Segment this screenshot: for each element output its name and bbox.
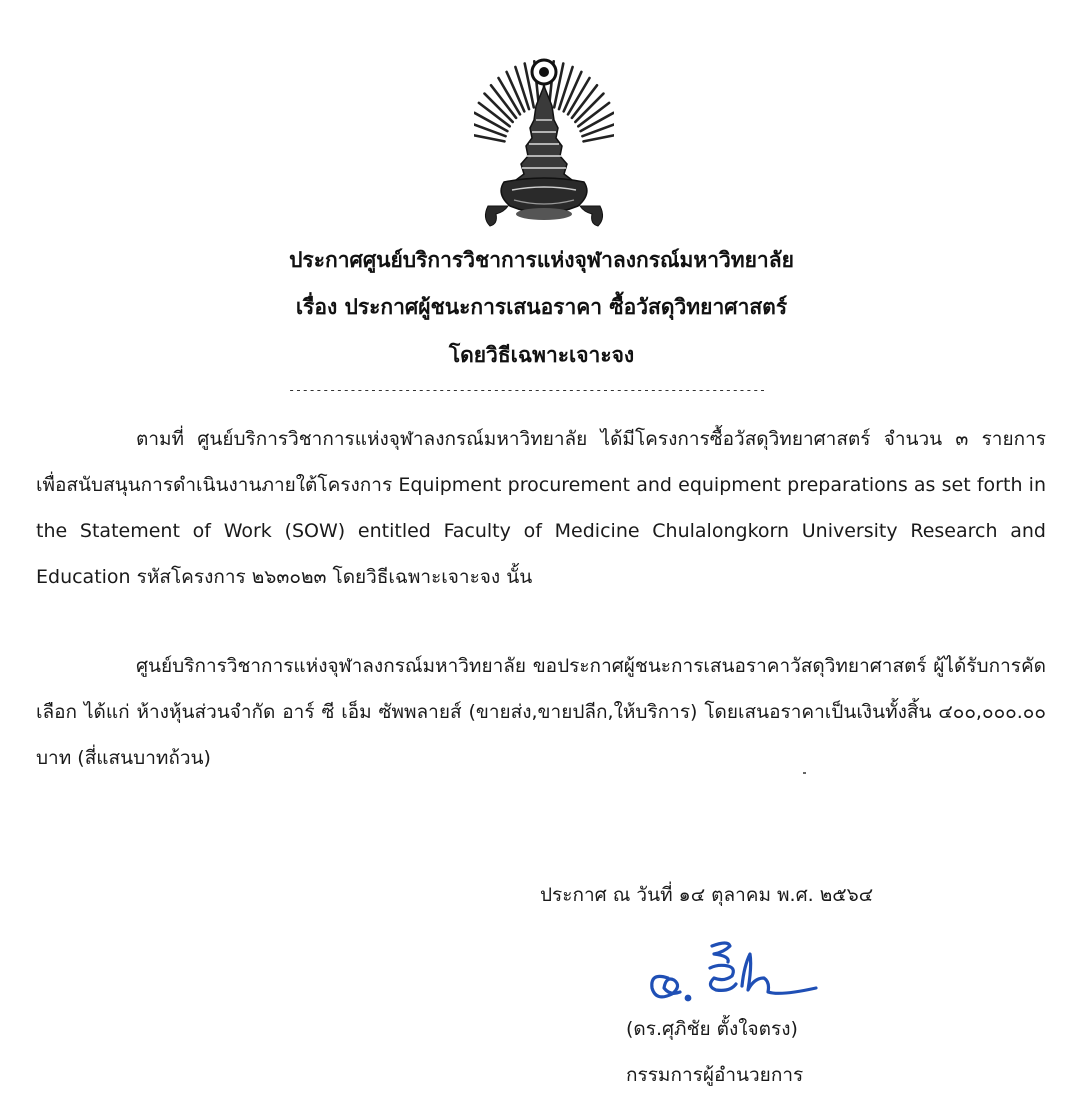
announcement-paragraph-2: [36, 643, 1046, 781]
signer-title: กรรมการผู้อำนวยการ: [626, 1064, 804, 1086]
handwritten-signature: [640, 936, 830, 1008]
document-method: โดยวิธีเฉพาะเจาะจง: [448, 343, 635, 367]
announcement-date: ประกาศ ณ วันที่ ๑๔ ตุลาคม พ.ศ. ๒๕๖๔: [540, 884, 874, 906]
emblem-crown: [516, 86, 572, 180]
document-subject: เรื่อง ประกาศผู้ชนะการเสนอราคา ซื้อวัสดุวิทยาศาสตร์: [295, 295, 788, 319]
emblem-ray: [474, 123, 506, 136]
emblem-right-ornament: [580, 206, 603, 226]
document-title: ประกาศศูนย์บริการวิชาการแห่งจุฬาลงกรณ์มหาวิทยาลัย: [289, 248, 794, 272]
emblem-ray: [582, 123, 614, 136]
paragraph-1-text: ตามที่ ศูนย์บริการวิชาการแห่งจุฬาลงกรณ์มหาวิทยาลัย ได้มีโครงการซื้อวัสดุวิทยาศาสตร์ จำนวน ๓ รายการ เพื่อสนับสนุนการดำเนินงานภายใต้โครงการ Equipment procurement and equipment preparations as set forth in the Statement of Work (SOW) entitled Faculty of Medicine Chulalongkorn University Research and Education รหัสโครงการ ๒๖๓๐๒๓ โดยวิธีเฉพาะเจาะจง นั้น: [36, 428, 1046, 588]
signer-name: (ดร.ศุภิชัย ตั้งใจตรง): [626, 1018, 798, 1040]
emblem-left-ornament: [485, 206, 508, 226]
chulalongkorn-emblem: [474, 28, 614, 234]
emblem-base: [501, 178, 587, 213]
title-divider: ----------------------------------------------------------------------: [288, 383, 766, 397]
paragraph-2-text: ศูนย์บริการวิชาการแห่งจุฬาลงกรณ์มหาวิทยาลัย ขอประกาศผู้ชนะการเสนอราคาวัสดุวิทยาศาสตร์ ผู้ได้รับการคัดเลือก ได้แก่ ห้างหุ้นส่วนจำกัด อาร์ ซี เอ็ม ซัพพลายส์ (ขายส่ง,ขายปลีก,ให้บริการ) โดยเสนอราคาเป็นเงินทั้งสิ้น ๔๐๐,๐๐๐.๐๐ บาท (สี่แสนบาทถ้วน): [36, 655, 1046, 769]
announcement-paragraph-1: [36, 416, 1046, 600]
